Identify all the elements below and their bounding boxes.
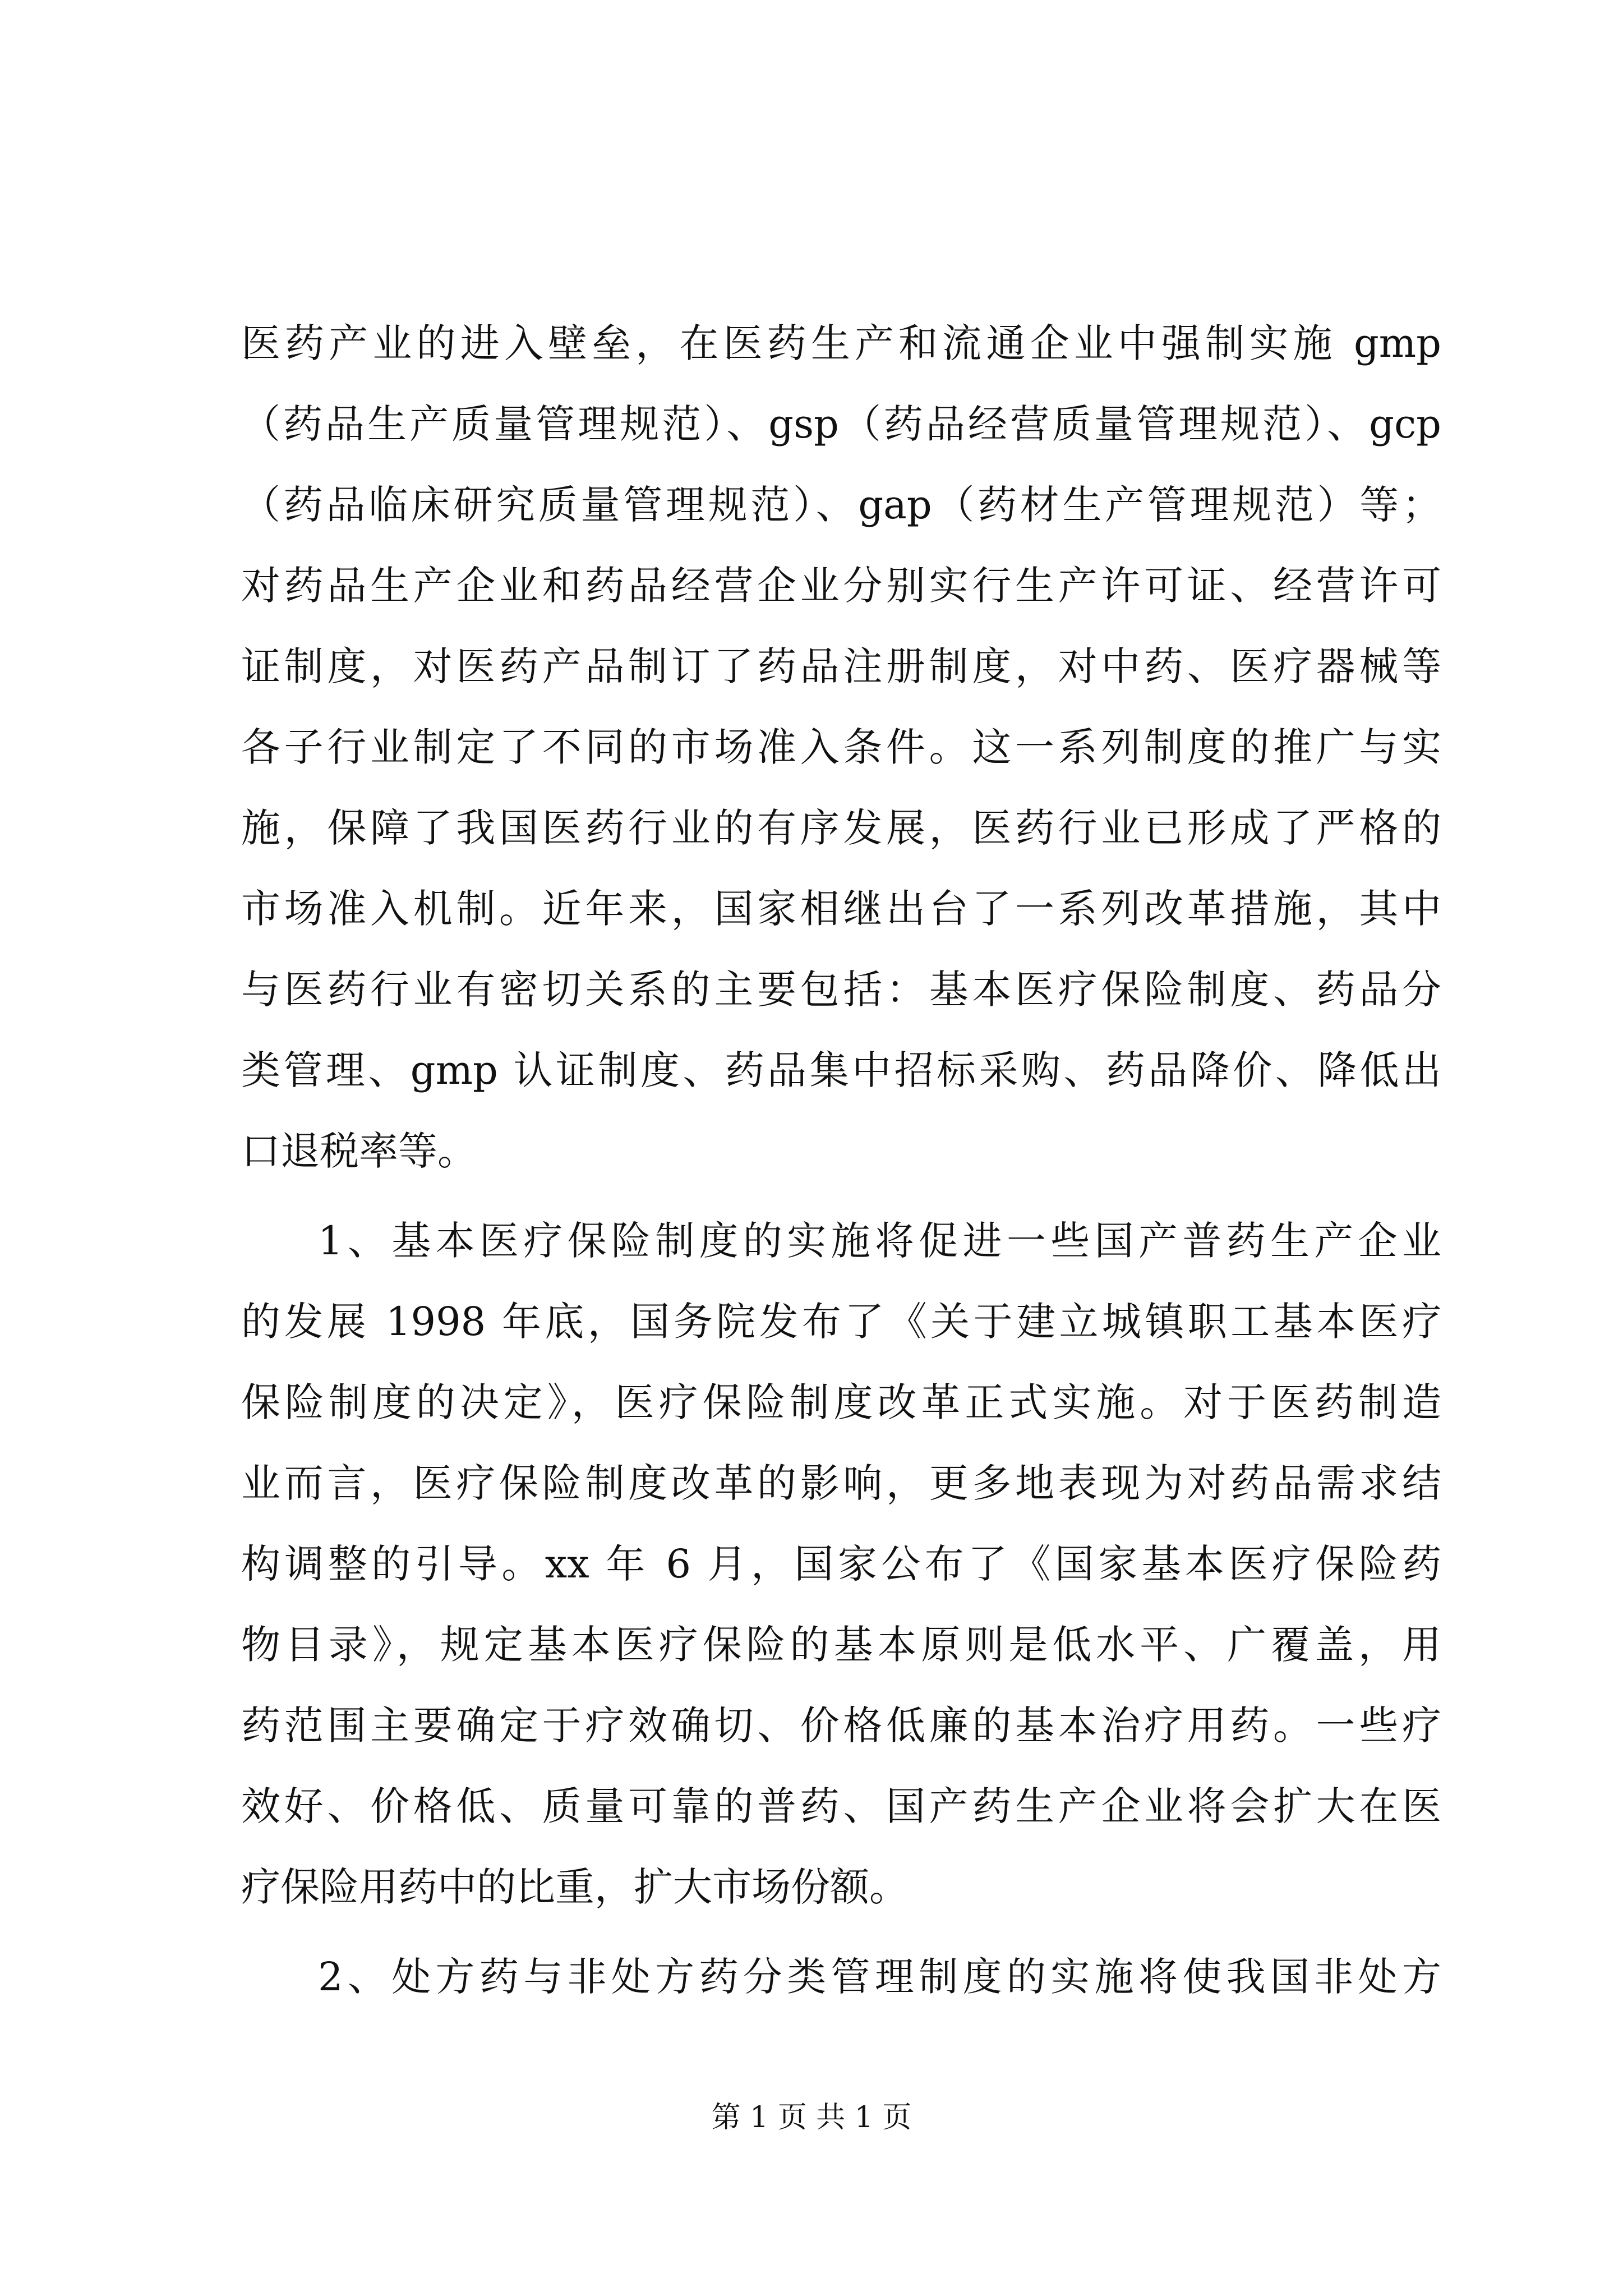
page-number-footer: 第 1 页 共 1 页 <box>711 2101 912 2134</box>
text-line: 类管理、gmp 认证制度、药品集中招标采购、药品降价、降低出 <box>241 1047 1441 1093</box>
text-line: 证制度，对医药产品制订了药品注册制度，对中药、医疗器械等 <box>241 643 1441 689</box>
paragraph-item-2 <box>241 1936 1441 2017</box>
text-line: 业而言，医疗保险制度改革的影响，更多地表现为对药品需求结 <box>241 1460 1441 1506</box>
text-line: 构调整的引导。xx 年 6 月，国家公布了《国家基本医疗保险药 <box>241 1541 1441 1587</box>
text-line: 物目录》，规定基本医疗保险的基本原则是低水平、广覆盖，用 <box>241 1622 1441 1668</box>
text-line: 施，保障了我国医药行业的有序发展，医药行业已形成了严格的 <box>241 805 1441 851</box>
text-line: 对药品生产企业和药品经营企业分别实行生产许可证、经营许可 <box>241 563 1441 609</box>
text-line: 药范围主要确定于疗效确切、价格低廉的基本治疗用药。一些疗 <box>241 1703 1441 1749</box>
text-line: 医药产业的进入壁垒，在医药生产和流通企业中强制实施 gmp <box>241 320 1441 366</box>
text-line: 保险制度的决定》，医疗保险制度改革正式实施。对于医药制造 <box>241 1379 1441 1425</box>
text-line: 各子行业制定了不同的市场准入条件。这一系列制度的推广与实 <box>241 724 1441 770</box>
text-line: 1、基本医疗保险制度的实施将促进一些国产普药生产企业 <box>318 1218 1441 1264</box>
text-line: （药品生产质量管理规范）、gsp（药品经营质量管理规范）、gcp <box>241 401 1441 447</box>
text-line: 效好、价格低、质量可靠的普药、国产药生产企业将会扩大在医 <box>241 1783 1441 1829</box>
text-line: 与医药行业有密切关系的主要包括：基本医疗保险制度、药品分 <box>241 967 1441 1013</box>
text-line: （药品临床研究质量管理规范）、gap（药材生产管理规范）等； <box>241 482 1441 528</box>
text-line: 市场准入机制。近年来，国家相继出台了一系列改革措施，其中 <box>241 886 1441 932</box>
document-body <box>241 303 1441 2026</box>
text-line: 口退税率等。 <box>241 1128 477 1174</box>
text-line: 的发展 1998 年底，国务院发布了《关于建立城镇职工基本医疗 <box>241 1299 1441 1345</box>
paragraph-item-1 <box>241 1200 1441 1927</box>
text-line: 疗保险用药中的比重，扩大市场份额。 <box>241 1864 909 1910</box>
text-line: 2、处方药与非处方药分类管理制度的实施将使我国非处方 <box>318 1954 1441 2000</box>
paragraph-intro <box>241 303 1441 1191</box>
